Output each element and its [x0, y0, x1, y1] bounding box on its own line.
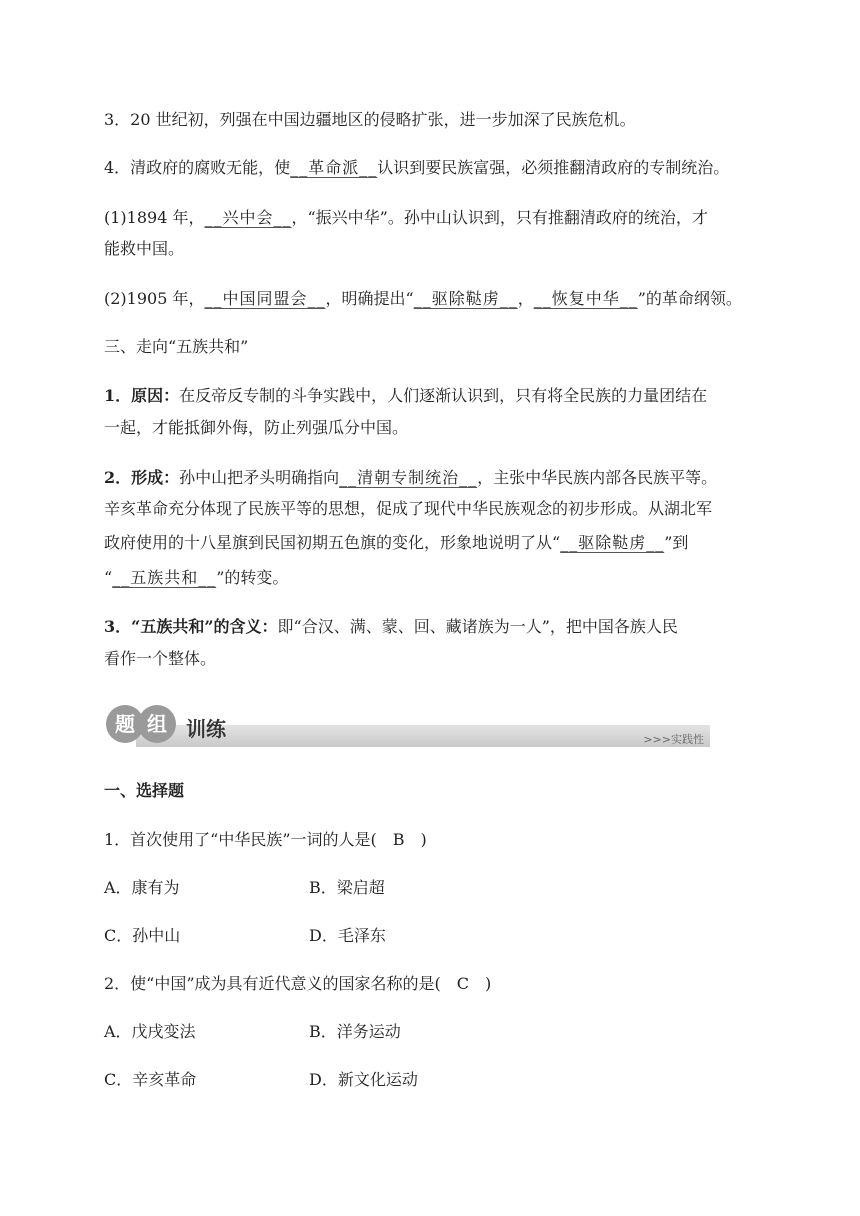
paragraph-line: 2．形成：孙中山把矛头明确指向__清朝专制统治__，主张中华民族内部各民族平等。 — [104, 468, 718, 487]
answer-blank: __驱除鞑虏__ — [413, 289, 518, 308]
paragraph-line: “__五族共和__”的转变。 — [104, 568, 289, 587]
banner-title: 训练 — [186, 717, 226, 741]
question-stem: 2．使“中国”成为具有近代意义的国家名称的是( C ) — [104, 974, 492, 993]
answer-blank: __驱除鞑虏__ — [560, 533, 665, 552]
paragraph-line: 3．20 世纪初，列强在中国边疆地区的侵略扩张，进一步加深了民族危机。 — [104, 110, 636, 129]
answer-blank: __五族共和__ — [112, 568, 217, 587]
option-b: B．洋务运动 — [309, 1022, 401, 1041]
section-heading: 一、选择题 — [104, 781, 185, 800]
banner-tag: >>>实践性 — [643, 733, 704, 746]
banner-badge: 组 — [138, 705, 176, 743]
section-heading: 三、走向“五族共和” — [104, 337, 249, 356]
answer-blank: __清朝专制统治__ — [339, 468, 478, 487]
option-a: A．戊戌变法 — [104, 1022, 196, 1041]
option-a: A．康有为 — [104, 878, 180, 897]
option-c: C．辛亥革命 — [104, 1070, 197, 1089]
answer-blank: __中国同盟会__ — [204, 289, 326, 308]
answer-blank: __革命派__ — [290, 158, 378, 177]
paragraph-line: 4．清政府的腐败无能，使__革命派__认识到要民族富强，必须推翻清政府的专制统治。 — [104, 158, 730, 177]
option-c: C．孙中山 — [104, 926, 181, 945]
paragraph-line: 看作一个整体。 — [104, 649, 217, 668]
paragraph-line: 辛亥革命充分体现了民族平等的思想，促成了现代中华民族观念的初步形成。从湖北军 — [104, 499, 713, 518]
answer-blank: __兴中会__ — [204, 208, 292, 227]
paragraph-line: 能救中国。 — [104, 239, 185, 258]
answer-blank: __恢复中华__ — [533, 289, 638, 308]
paragraph-line: 1．原因：在反帝反专制的斗争实践中，人们逐渐认识到，只有将全民族的力量团结在 — [104, 386, 708, 405]
paragraph-line: 3．“五族共和”的含义：即“合汉、满、蒙、回、藏诸族为一人”，把中国各族人民 — [104, 617, 678, 636]
paragraph-line: (1)1894 年，__兴中会__，“振兴中华”。孙中山认识到，只有推翻清政府的统治，才 — [104, 208, 708, 227]
paragraph-line: 政府使用的十八星旗到民国初期五色旗的变化，形象地说明了从“__驱除鞑虏__”到 — [104, 533, 689, 552]
option-d: D．毛泽东 — [309, 926, 386, 945]
banner-badge: 题 — [106, 705, 144, 743]
option-d: D．新文化运动 — [309, 1070, 418, 1089]
option-b: B．梁启超 — [309, 878, 385, 897]
exercise-banner — [102, 703, 710, 749]
question-stem: 1．首次使用了“中华民族”一词的人是( B ) — [104, 830, 427, 849]
paragraph-line: 一起，才能抵御外侮，防止列强瓜分中国。 — [104, 418, 409, 437]
paragraph-line: (2)1905 年，__中国同盟会__，明确提出“__驱除鞑虏__，__恢复中华__”的革命纲领。 — [104, 289, 742, 308]
